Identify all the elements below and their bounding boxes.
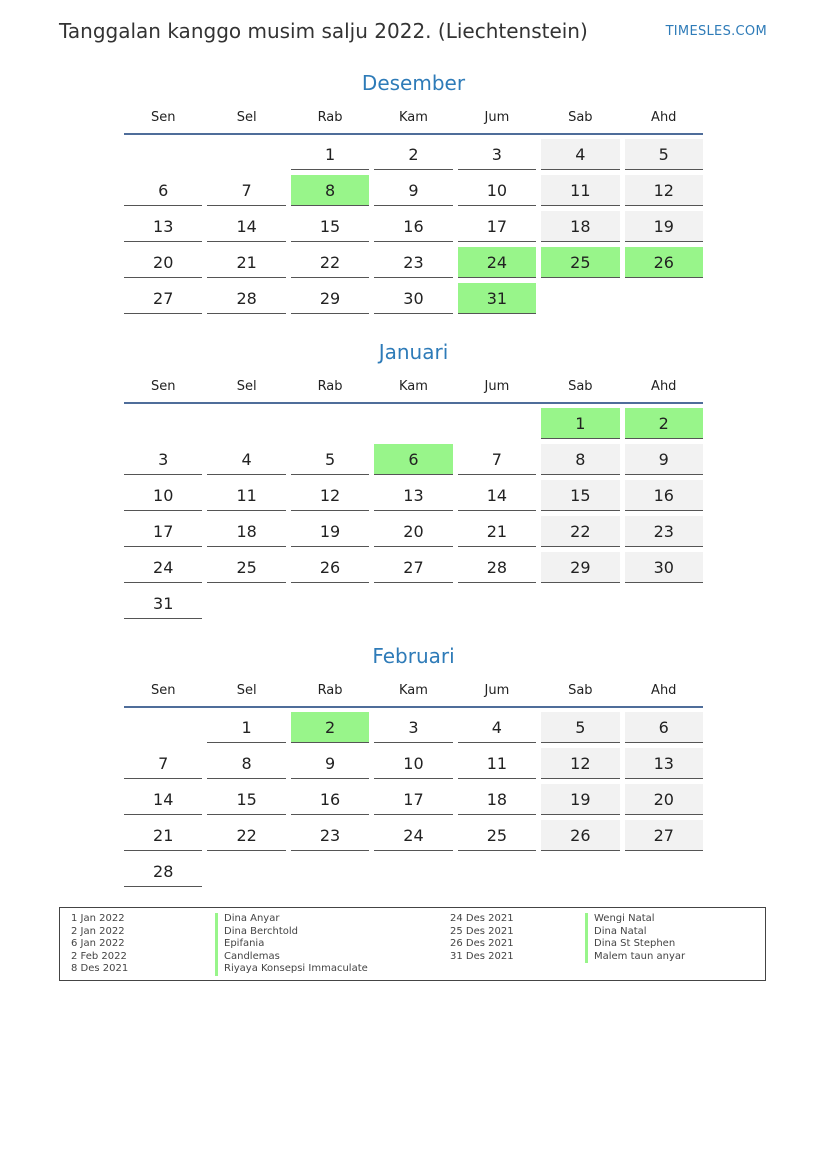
- header-divider: [124, 706, 703, 708]
- empty-cell: [625, 588, 703, 619]
- day-cell: 23: [374, 247, 452, 278]
- day-cell: 4: [541, 139, 619, 170]
- day-cell: 14: [458, 480, 536, 511]
- day-cell: 13: [625, 748, 703, 779]
- day-cell: 15: [541, 480, 619, 511]
- legend-left-names: [215, 913, 368, 976]
- legend-holiday-name: Wengi Natal: [585, 913, 685, 926]
- empty-cell: [207, 856, 285, 887]
- day-cell: 15: [207, 784, 285, 815]
- week-row: [124, 139, 703, 171]
- day-cell: 8: [207, 748, 285, 779]
- weekday-label: Ahd: [651, 379, 677, 394]
- weekday-label: Ahd: [651, 110, 677, 125]
- day-cell: 12: [541, 748, 619, 779]
- week-row: [124, 283, 703, 315]
- weekday-label: Kam: [399, 683, 428, 698]
- day-cell: 21: [207, 247, 285, 278]
- day-cell: 29: [291, 283, 369, 314]
- week-row: [124, 408, 703, 440]
- weekday-label: Sen: [150, 683, 176, 698]
- weekday-label: Sab: [568, 683, 593, 698]
- holiday-day-cell: 1: [541, 408, 619, 439]
- day-cell: 6: [124, 175, 202, 206]
- header-divider: [124, 133, 703, 135]
- holiday-day-cell: 2: [625, 408, 703, 439]
- legend-date: 8 Des 2021: [71, 963, 129, 975]
- empty-cell: [291, 408, 369, 439]
- day-cell: 14: [207, 211, 285, 242]
- day-cell: 11: [541, 175, 619, 206]
- day-cell: 22: [207, 820, 285, 851]
- empty-cell: [541, 283, 619, 314]
- day-cell: 11: [458, 748, 536, 779]
- holiday-legend: [59, 907, 766, 981]
- day-cell: 9: [374, 175, 452, 206]
- day-cell: 1: [291, 139, 369, 170]
- legend-holiday-name: Dina Anyar: [215, 913, 368, 926]
- day-cell: 2: [374, 139, 452, 170]
- week-row: [124, 784, 703, 816]
- legend-date: 2 Jan 2022: [71, 925, 125, 937]
- month-title: Januari: [378, 340, 449, 364]
- day-cell: 6: [625, 712, 703, 743]
- week-row: [124, 175, 703, 207]
- weekday-label: Sab: [568, 379, 593, 394]
- day-cell: 20: [124, 247, 202, 278]
- weekday-label: Rab: [317, 683, 343, 698]
- header-divider: [124, 402, 703, 404]
- empty-cell: [374, 408, 452, 439]
- day-cell: 14: [124, 784, 202, 815]
- legend-holiday-name: Candlemas: [215, 951, 368, 964]
- month-january: [124, 338, 703, 620]
- day-cell: 18: [207, 516, 285, 547]
- legend-date: 1 Jan 2022: [71, 913, 125, 924]
- weekday-label: Sen: [150, 379, 176, 394]
- day-cell: 27: [625, 820, 703, 851]
- day-cell: 10: [124, 480, 202, 511]
- legend-holiday-name: Dina St Stephen: [585, 938, 685, 951]
- day-cell: 5: [541, 712, 619, 743]
- day-cell: 8: [541, 444, 619, 475]
- day-cell: 18: [458, 784, 536, 815]
- day-cell: 20: [374, 516, 452, 547]
- day-cell: 27: [374, 552, 452, 583]
- day-cell: 5: [625, 139, 703, 170]
- holiday-day-cell: 26: [625, 247, 703, 278]
- day-cell: 3: [458, 139, 536, 170]
- day-cell: 17: [374, 784, 452, 815]
- week-row: [124, 552, 703, 584]
- week-row: [124, 588, 703, 620]
- month-february: [124, 642, 703, 888]
- day-cell: 31: [124, 588, 202, 619]
- day-cell: 7: [207, 175, 285, 206]
- day-cell: 27: [124, 283, 202, 314]
- weekday-label: Sel: [236, 110, 257, 125]
- day-cell: 25: [458, 820, 536, 851]
- weekday-label: Sel: [236, 683, 257, 698]
- day-cell: 7: [124, 748, 202, 779]
- weekday-header: [124, 107, 703, 129]
- legend-left-dates: [71, 913, 128, 976]
- day-cell: 28: [124, 856, 202, 887]
- day-cell: 19: [625, 211, 703, 242]
- day-cell: 11: [207, 480, 285, 511]
- day-cell: 12: [291, 480, 369, 511]
- day-cell: 9: [291, 748, 369, 779]
- day-cell: 24: [124, 552, 202, 583]
- day-cell: 22: [291, 247, 369, 278]
- legend-date: 25 Des 2021: [450, 925, 514, 937]
- week-row: [124, 211, 703, 243]
- day-cell: 10: [458, 175, 536, 206]
- month-title: Februari: [372, 644, 455, 668]
- week-row: [124, 480, 703, 512]
- day-cell: 5: [291, 444, 369, 475]
- empty-cell: [458, 408, 536, 439]
- empty-cell: [625, 856, 703, 887]
- day-cell: 19: [541, 784, 619, 815]
- day-cell: 26: [541, 820, 619, 851]
- day-cell: 12: [625, 175, 703, 206]
- legend-holiday-name: Riyaya Konsepsi Immaculate: [215, 963, 368, 976]
- day-cell: 3: [124, 444, 202, 475]
- week-row: [124, 856, 703, 888]
- empty-cell: [207, 588, 285, 619]
- day-cell: 7: [458, 444, 536, 475]
- day-cell: 24: [374, 820, 452, 851]
- week-row: [124, 748, 703, 780]
- weekday-label: Kam: [399, 110, 428, 125]
- brand-link[interactable]: TIMESLES.COM: [665, 24, 767, 39]
- day-cell: 19: [291, 516, 369, 547]
- empty-cell: [207, 139, 285, 170]
- holiday-day-cell: 24: [458, 247, 536, 278]
- empty-cell: [625, 283, 703, 314]
- weekday-label: Sel: [236, 379, 257, 394]
- empty-cell: [291, 588, 369, 619]
- weekday-label: Jum: [484, 379, 510, 394]
- day-cell: 28: [458, 552, 536, 583]
- empty-cell: [458, 856, 536, 887]
- week-row: [124, 516, 703, 548]
- day-cell: 28: [207, 283, 285, 314]
- month-title: Desember: [361, 71, 466, 95]
- day-cell: 22: [541, 516, 619, 547]
- weekday-label: Sab: [568, 110, 593, 125]
- legend-holiday-name: Epifania: [215, 938, 368, 951]
- legend-right-names: [585, 913, 685, 963]
- day-cell: 23: [625, 516, 703, 547]
- day-cell: 13: [124, 211, 202, 242]
- empty-cell: [207, 408, 285, 439]
- week-row: [124, 712, 703, 744]
- week-row: [124, 444, 703, 476]
- weekday-label: Kam: [399, 379, 428, 394]
- empty-cell: [374, 856, 452, 887]
- legend-holiday-name: Dina Natal: [585, 926, 685, 939]
- holiday-day-cell: 6: [374, 444, 452, 475]
- empty-cell: [541, 856, 619, 887]
- day-cell: 4: [207, 444, 285, 475]
- day-cell: 16: [374, 211, 452, 242]
- legend-right-dates: [450, 913, 514, 963]
- empty-cell: [124, 712, 202, 743]
- weekday-label: Ahd: [651, 683, 677, 698]
- legend-holiday-name: Dina Berchtold: [215, 926, 368, 939]
- day-cell: 9: [625, 444, 703, 475]
- day-cell: 30: [625, 552, 703, 583]
- day-cell: 21: [458, 516, 536, 547]
- legend-holiday-name: Malem taun anyar: [585, 951, 685, 964]
- day-cell: 18: [541, 211, 619, 242]
- weekday-header: [124, 376, 703, 398]
- legend-date: 2 Feb 2022: [71, 950, 127, 962]
- day-cell: 23: [291, 820, 369, 851]
- empty-cell: [124, 408, 202, 439]
- day-cell: 16: [625, 480, 703, 511]
- day-cell: 17: [124, 516, 202, 547]
- day-cell: 3: [374, 712, 452, 743]
- empty-cell: [124, 139, 202, 170]
- day-cell: 15: [291, 211, 369, 242]
- empty-cell: [374, 588, 452, 619]
- weekday-label: Jum: [484, 110, 510, 125]
- day-cell: 21: [124, 820, 202, 851]
- legend-date: 31 Des 2021: [450, 950, 514, 962]
- day-cell: 26: [291, 552, 369, 583]
- legend-date: 24 Des 2021: [450, 913, 514, 924]
- holiday-day-cell: 8: [291, 175, 369, 206]
- day-cell: 16: [291, 784, 369, 815]
- day-cell: 13: [374, 480, 452, 511]
- day-cell: 4: [458, 712, 536, 743]
- page-title: Tanggalan kanggo musim salju 2022. (Liechtenstein): [59, 19, 588, 43]
- month-december: [124, 69, 703, 315]
- legend-date: 6 Jan 2022: [71, 938, 125, 950]
- weekday-label: Rab: [317, 379, 343, 394]
- holiday-day-cell: 2: [291, 712, 369, 743]
- day-cell: 1: [207, 712, 285, 743]
- holiday-day-cell: 31: [458, 283, 536, 314]
- day-cell: 29: [541, 552, 619, 583]
- day-cell: 10: [374, 748, 452, 779]
- day-cell: 17: [458, 211, 536, 242]
- legend-date: 26 Des 2021: [450, 938, 514, 950]
- day-cell: 20: [625, 784, 703, 815]
- day-cell: 25: [207, 552, 285, 583]
- empty-cell: [291, 856, 369, 887]
- day-cell: 30: [374, 283, 452, 314]
- weekday-label: Sen: [150, 110, 176, 125]
- weekday-label: Jum: [484, 683, 510, 698]
- week-row: [124, 247, 703, 279]
- holiday-day-cell: 25: [541, 247, 619, 278]
- week-row: [124, 820, 703, 852]
- empty-cell: [541, 588, 619, 619]
- weekday-header: [124, 680, 703, 702]
- weekday-label: Rab: [317, 110, 343, 125]
- empty-cell: [458, 588, 536, 619]
